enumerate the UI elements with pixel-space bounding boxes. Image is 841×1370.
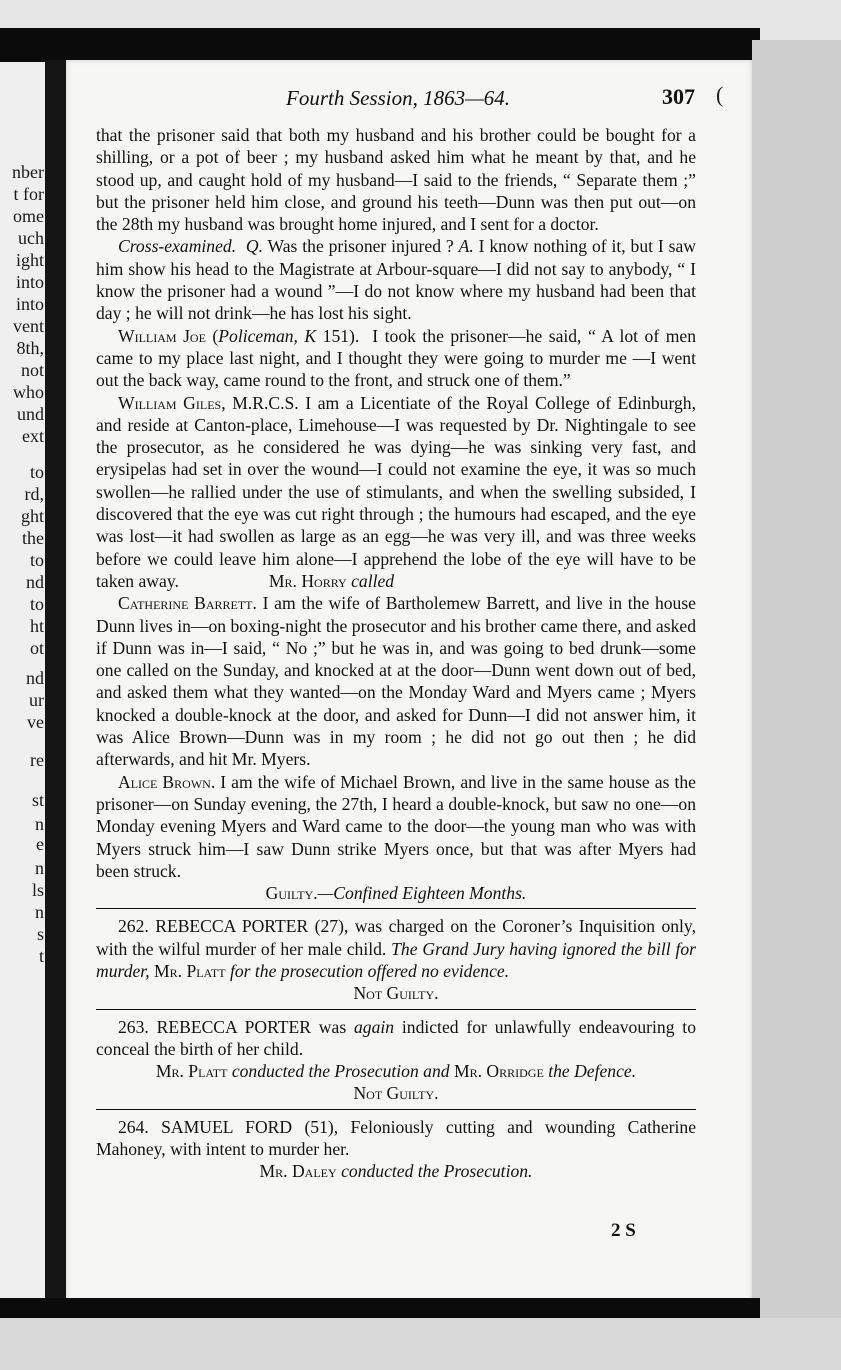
prosecutor-name: Mr. Platt (155, 1061, 228, 1082)
counsel-text-end: the Defence. (543, 1061, 637, 1082)
paragraph-alice-brown (96, 771, 696, 882)
case-divider (96, 908, 696, 909)
facing-page-text-fragment: to (29, 550, 44, 570)
book-gutter (45, 60, 67, 1305)
facing-page-text-fragment: ve (27, 712, 44, 732)
facing-page-text-fragment: vent (13, 316, 44, 336)
facing-page-text-fragment: rd, (24, 484, 44, 504)
witness-testimony: I am the wife of Bartholemew Barrett, and live in the house Dunn lives in—on boxing-night the prosecutor and his brother came there, and asked if Dunn was in—I said, “ No ;” but he was in, and was going to bed drunk—some one called on the Sunday, and knocked at at the door—Dunn went down out of bed, and asked them what they wanted—on the Monday Ward and Myers came ; Myers knocked a double-knock at the door, and asked for Dunn—I did not answer him, it was Alice Brown—Dunn was in my room ; he did not go out then ; he did afterwards, and hit Mr. Myers. (96, 593, 696, 770)
facing-page-text-fragment: uch (18, 228, 44, 248)
signature-mark: 2 S (611, 1220, 636, 1241)
case-263-counsel (96, 1060, 696, 1082)
case-262-charge: 262. REBECCA PORTER (27), was charged on the Coroner’s Inquisition only, with the wilful murder of her male child. (96, 916, 696, 959)
case-263-charge-end: indicted for unlawfully endeavouring to conceal the birth of her child. (96, 1016, 696, 1059)
facing-page-text-fragment: who (13, 382, 44, 402)
book-binding-shadow-top (0, 28, 760, 62)
facing-page-text-fragment: st (31, 790, 44, 810)
facing-page-text-fragment: s (36, 924, 44, 944)
verdict-line (96, 882, 696, 904)
question-text: Was the prisoner injured ? (262, 236, 459, 257)
answer-marker: A. (458, 236, 474, 257)
witness-testimony: I took the prisoner—he said, “ A lot of men came to my place last night, and I thought they were going to murder me —I went out the back way, came round to the front, and struck one of them.” (96, 325, 696, 391)
witness-name: Alice Brown. (118, 771, 216, 792)
facing-page-text-fragment: 8th, (16, 338, 44, 358)
counsel-text: conducted the Prosecution and (227, 1061, 454, 1082)
prosecutor-name: Mr. Platt (154, 960, 226, 981)
document-page (66, 60, 752, 1302)
page-number: 307 (662, 84, 695, 109)
running-header-title: Fourth Session, 1863—64. (286, 86, 511, 110)
margin-mark: ( (716, 82, 724, 107)
cross-examined-label: Cross-examined. (118, 236, 237, 257)
counsel-text: conducted the Prosecution. (336, 1161, 533, 1182)
case-264: 264. SAMUEL FORD (51), Feloniously cutting and wounding Catherine Mahoney, with intent to murder her. (96, 1116, 696, 1160)
paragraph-testimony-continued: that the prisoner said that both my husband and his brother could be bought for a shilling, or a pot of beer ; my husband asked him what he meant by that, and he stood up, and caught hold of my husband—I said to the friends, “ Separate them ;” but the prisoner held him close, and ground his teeth—Dunn was then put out—on the 28th my husband was brought home injured, and I sent for a doctor. (96, 125, 696, 235)
case-divider (96, 1009, 696, 1010)
facing-page-text-fragment: to (29, 462, 44, 482)
witness-testimony: I am a Licentiate of the Royal College of Edinburgh, and reside at Canton-place, Limehouse—I was requested by Dr. Nightingale to see the prosecutor, as he considered he was dying—he was sinking very fast, and erysipelas had set in over the wound—I could not examine the eye, it was so much swollen—he rallied under the use of stimulants, and when the swelling subsided, I discovered that the eye was cut right through ; the humours had escaped, and the eye was lost—it had swollen as large as an egg—he was very ill, and was three weeks before we could leave him alone—I apprehend the lobe of the eye will have to be taken away. (96, 392, 696, 591)
facing-page-text-fragment: ht (29, 616, 44, 636)
facing-page-text-fragment: re (30, 750, 44, 770)
facing-page-text-fragment: ls (31, 880, 44, 900)
question-marker: Q. (245, 236, 263, 257)
facing-page-text-fragment: ext (22, 426, 44, 446)
page-body-text (96, 124, 696, 1183)
witness-name: William Giles, M.R.C.S. (118, 392, 299, 413)
facing-page-text-fragment: t for (13, 184, 44, 204)
prosecutor-name: Mr. Daley (259, 1161, 337, 1182)
answer-text: I know nothing of it, but I saw him show his head to the Magistrate at Arbour-square—I did not say to anybody, “ I know the prisoner had a wound ”—I do not know where my husband had been that day ; he will not drink—he has lost his sight. (96, 236, 697, 324)
case-262-note: The Grand Jury having ignored the bill for murder, (96, 938, 696, 981)
paragraph-catherine-barrett (96, 592, 696, 770)
defence-name: Mr. Orridge (453, 1061, 544, 1082)
facing-page-text-fragment: ight (15, 250, 44, 270)
case-264-counsel (96, 1160, 696, 1182)
facing-page-text-fragment: e (36, 834, 44, 854)
facing-page-text-fragment: n (35, 902, 44, 922)
case-263 (96, 1016, 696, 1061)
witness-badge: 151 (316, 325, 350, 346)
case-262 (96, 915, 696, 982)
case-262-verdict: Not Guilty. (353, 983, 439, 1004)
page-edge-right (752, 40, 841, 1330)
paragraph-william-joe: William Joe (Policeman, K 151). I took the prisoner—he said, “ A lot of men came to my place last night, and I thought they were going to murder me —I went out the back way, came round to the front, and struck one of them.” (96, 325, 696, 391)
facing-page-text-fragment: to (29, 594, 44, 614)
facing-page-text-fragment: into (15, 294, 44, 314)
case-263-again: again (353, 1016, 395, 1037)
running-header (66, 82, 752, 112)
facing-page-text-fragment: ur (29, 690, 44, 710)
facing-page-text-fragment: not (20, 360, 44, 380)
facing-page-text-fragment: ot (29, 638, 44, 658)
facing-page-text-fragment: nd (26, 668, 44, 688)
verdict-label: Guilty. (265, 883, 318, 904)
paragraph-cross-examination (96, 235, 696, 324)
witness-role: Policeman, K (218, 325, 317, 346)
facing-page-text-fragment: und (17, 404, 44, 424)
facing-page-text-fragment: ome (13, 206, 44, 226)
facing-page-text-fragment: ght (20, 506, 44, 526)
facing-page-text-fragment: nd (26, 572, 44, 592)
witness-name: William Joe (118, 325, 206, 346)
sentence-text: —Confined Eighteen Months. (317, 883, 527, 904)
case-262-note-end: for the prosecution offered no evidence. (225, 960, 510, 981)
witness-testimony: I am the wife of Michael Brown, and live in the same house as the prisoner—on Sunday evening, the 27th, I heard a double-knock, but saw no one—on Monday evening Myers and Ward came to the door—the young man who was with Myers struck him—I saw Dunn strike Myers once, but that was after Myers had been struck. (96, 771, 696, 881)
facing-page-text-fragment: nber (12, 162, 44, 182)
facing-page-fragment (0, 62, 46, 1302)
facing-page-text-fragment: t (38, 946, 44, 966)
book-binding-shadow-bottom (0, 1298, 760, 1320)
facing-page-text-fragment: n (35, 858, 44, 878)
scan-background-bottom (0, 1318, 841, 1370)
called-witness-name: Mr. Horry (268, 570, 347, 591)
case-divider (96, 1109, 696, 1110)
paragraph-william-giles (96, 392, 696, 593)
facing-page-text-fragment: n (35, 814, 44, 834)
facing-page-text-fragment: into (15, 272, 44, 292)
case-263-verdict: Not Guilty. (353, 1083, 439, 1104)
witness-name: Catherine Barrett. (118, 593, 257, 614)
called-label: called (351, 570, 395, 591)
facing-page-text-fragment: the (22, 528, 44, 548)
case-263-charge: 263. REBECCA PORTER was (118, 1016, 354, 1037)
